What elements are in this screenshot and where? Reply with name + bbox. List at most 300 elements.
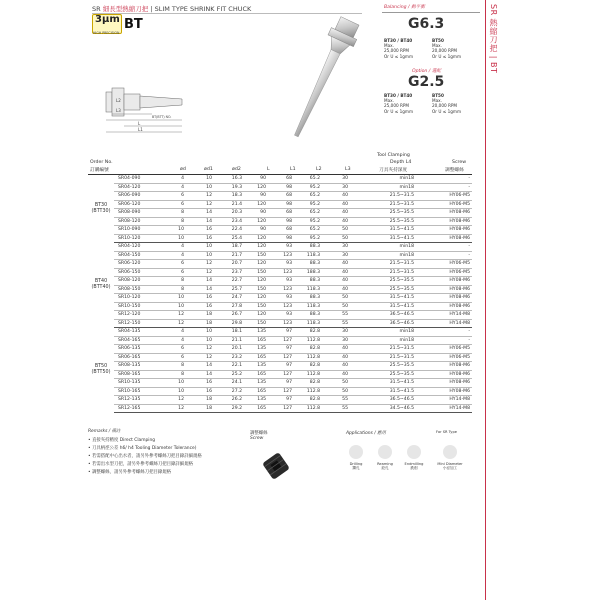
- col-l: L: [267, 167, 270, 172]
- table-cell: 40: [322, 209, 350, 218]
- table-cell: 68: [268, 175, 294, 183]
- group-name: BT30: [94, 202, 108, 208]
- table-cell: 112.8: [294, 353, 322, 362]
- table-cell: SR06-135: [114, 345, 158, 354]
- table-cell: 18: [186, 311, 214, 320]
- dimension-drawing: [92, 84, 192, 134]
- option-grade: G2.5: [408, 74, 445, 90]
- table-cell: 8: [158, 217, 186, 226]
- table-cell: 88.3: [294, 294, 322, 303]
- table-cell: 18.3: [214, 192, 244, 201]
- table-cell: 40: [322, 217, 350, 226]
- table-cell: 12: [186, 260, 214, 269]
- applications-title: Applications / 應用: [346, 431, 386, 436]
- table-cell: SR10-150: [114, 302, 158, 311]
- table-cell: 112.8: [294, 336, 322, 345]
- table-cell: 12: [158, 396, 186, 405]
- table-row: [88, 311, 472, 320]
- table-cell: 97: [268, 362, 294, 371]
- table-cell: 21.5~31.5: [350, 260, 416, 269]
- balancing-left-max: Max.: [384, 43, 394, 49]
- table-cell: 10: [158, 226, 186, 235]
- table-cell: 23.7: [214, 268, 244, 277]
- table-row: [88, 234, 472, 243]
- balancing-label: Balancing / 動平衡: [384, 5, 425, 10]
- table-cell: 21.5~31.5: [350, 353, 416, 362]
- table-cell: 95.2: [294, 234, 322, 243]
- col-clamp-cn: 刀具夾持深度: [379, 168, 408, 173]
- table-cell: SR08-120: [114, 277, 158, 286]
- table-cell: 21.4: [214, 200, 244, 209]
- table-row: [88, 404, 472, 413]
- table-row: [88, 192, 472, 201]
- table-cell: 40: [322, 268, 350, 277]
- tool-holder-image: [288, 8, 368, 158]
- table-cell: 93: [268, 294, 294, 303]
- table-cell: HY14-M8: [416, 396, 472, 405]
- table-cell: 16: [186, 234, 214, 243]
- table-cell: 25.5~35.5: [350, 362, 416, 371]
- table-cell: 31.5~41.5: [350, 234, 416, 243]
- table-cell: min18: [350, 251, 416, 260]
- table-cell: 25.4: [214, 234, 244, 243]
- precision-badge-value: 3μm: [95, 14, 120, 25]
- table-cell: 40: [322, 370, 350, 379]
- table-cell: 88.3: [294, 243, 322, 252]
- screw-label-cn: 調整螺絲: [250, 431, 268, 436]
- table-cell: 118.3: [294, 251, 322, 260]
- table-cell: 34.5~46.5: [350, 404, 416, 413]
- table-cell: 36.5~46.5: [350, 319, 416, 328]
- table-cell: 22.1: [214, 362, 244, 371]
- table-cell: HY08-M6: [416, 387, 472, 396]
- table-row: [88, 345, 472, 354]
- table-cell: 4: [158, 243, 186, 252]
- table-cell: HY08-M6: [416, 209, 472, 218]
- table-cell: HY08-M6: [416, 370, 472, 379]
- table-cell: -: [416, 175, 472, 183]
- table-cell: 10: [186, 243, 214, 252]
- option-left-tol: Or U ≤ 1gmm: [384, 108, 414, 114]
- table-cell: min18: [350, 328, 416, 337]
- table-cell: 10: [186, 328, 214, 337]
- table-row: [88, 353, 472, 362]
- table-cell: 93: [268, 311, 294, 320]
- table-row: [88, 251, 472, 260]
- table-cell: 127: [268, 353, 294, 362]
- screw-label-en: Screw: [250, 436, 264, 441]
- table-cell: 50: [322, 379, 350, 388]
- table-cell: 97: [268, 345, 294, 354]
- header-title-en: SLIM TYPE SHRINK FIT CHUCK: [154, 5, 252, 13]
- app-endmilling-en: Endmilling: [404, 462, 424, 466]
- table-cell: 118.3: [294, 302, 322, 311]
- header-title-cn: 細長型熱縮刀把: [102, 5, 149, 13]
- table-cell: 135: [244, 379, 268, 388]
- table-cell: SR12-120: [114, 311, 158, 320]
- table-cell: 31.5~41.5: [350, 387, 416, 396]
- table-cell: 150: [244, 319, 268, 328]
- table-cell: SR04-090: [114, 175, 158, 183]
- table-cell: -: [416, 243, 472, 252]
- table-cell: 29.2: [214, 404, 244, 413]
- table-cell: 20.7: [214, 260, 244, 269]
- table-cell: 165: [244, 387, 268, 396]
- table-cell: HY14-M8: [416, 404, 472, 413]
- table-cell: 118.3: [294, 285, 322, 294]
- table-cell: SR08-165: [114, 370, 158, 379]
- mini-diameter-icon: [443, 445, 457, 459]
- app-mini-diameter: [432, 462, 468, 471]
- model-title: BT: [124, 17, 143, 32]
- table-cell: 16.3: [214, 175, 244, 183]
- spec-table: [88, 175, 472, 413]
- table-cell: 24.1: [214, 379, 244, 388]
- table-cell: 12: [186, 353, 214, 362]
- option-right-tol: Or U ≤ 1gmm: [432, 108, 462, 114]
- table-cell: 165: [244, 404, 268, 413]
- col-l3: L3: [345, 167, 351, 172]
- col-d1: ød1: [204, 167, 213, 172]
- group-sub: (BTT50): [91, 370, 111, 375]
- table-cell: 21.5~31.5: [350, 200, 416, 209]
- table-cell: 112.8: [294, 370, 322, 379]
- table-row: [88, 200, 472, 209]
- table-row: [88, 336, 472, 345]
- table-cell: SR06-120: [114, 200, 158, 209]
- table-cell: 8: [158, 285, 186, 294]
- table-cell: -: [416, 251, 472, 260]
- table-cell: 90: [244, 175, 268, 183]
- group-label: [88, 243, 114, 328]
- table-cell: HY08-M6: [416, 302, 472, 311]
- table-cell: 123: [268, 251, 294, 260]
- screw-image: [258, 448, 294, 484]
- table-cell: 120: [244, 200, 268, 209]
- table-cell: SR04-120: [114, 183, 158, 192]
- table-cell: HY08-M6: [416, 277, 472, 286]
- table-cell: SR08-150: [114, 285, 158, 294]
- table-cell: 165: [244, 370, 268, 379]
- table-cell: 18: [186, 396, 214, 405]
- table-cell: 40: [322, 192, 350, 201]
- table-cell: 68: [268, 192, 294, 201]
- remark-item: • 刀具柄徑公差 h6/ h4 Tooling Diameter Tolerance): [88, 446, 197, 451]
- page-header-title: [92, 4, 251, 13]
- table-cell: 90: [244, 226, 268, 235]
- table-cell: 10: [158, 379, 186, 388]
- table-cell: 14: [186, 285, 214, 294]
- option-label: Option / 選配: [412, 69, 441, 74]
- table-cell: 88.3: [294, 260, 322, 269]
- table-cell: HY08-M6: [416, 362, 472, 371]
- table-cell: 120: [244, 234, 268, 243]
- col-d2: ød2: [232, 167, 241, 172]
- header-divider: |: [150, 5, 155, 13]
- table-row: [88, 183, 472, 192]
- table-row: [88, 175, 472, 183]
- table-cell: 127: [268, 404, 294, 413]
- app-drilling-cn: 鑽孔: [352, 466, 360, 470]
- table-cell: SR06-120: [114, 260, 158, 269]
- table-cell: 27.8: [214, 302, 244, 311]
- table-cell: 30: [322, 175, 350, 183]
- remarks-title: Remarks / 備註: [88, 429, 121, 434]
- precision-badge-caption: HIGH PRECISION: [93, 31, 120, 35]
- table-cell: 12: [186, 200, 214, 209]
- balancing-grade: G6.3: [408, 16, 445, 32]
- table-cell: SR04-120: [114, 243, 158, 252]
- table-cell: 30: [322, 251, 350, 260]
- app-drilling: [340, 462, 372, 471]
- table-cell: 150: [244, 251, 268, 260]
- table-cell: SR10-090: [114, 226, 158, 235]
- table-cell: 93: [268, 277, 294, 286]
- drawing-label-bt: BT(BTT) NO.: [152, 115, 172, 119]
- table-cell: 10: [158, 234, 186, 243]
- table-cell: 97: [268, 328, 294, 337]
- table-cell: 4: [158, 183, 186, 192]
- table-cell: SR04-150: [114, 251, 158, 260]
- table-cell: 12: [158, 404, 186, 413]
- table-cell: 30: [322, 243, 350, 252]
- table-cell: 21.1: [214, 336, 244, 345]
- table-row: [88, 328, 472, 337]
- table-cell: 127: [268, 387, 294, 396]
- table-cell: 25.5~35.5: [350, 217, 416, 226]
- table-cell: min18: [350, 336, 416, 345]
- table-cell: 19.3: [214, 183, 244, 192]
- table-cell: 4: [158, 328, 186, 337]
- col-screw-cn: 調整螺絲: [445, 168, 464, 173]
- table-cell: HY06-M5: [416, 200, 472, 209]
- table-cell: 14: [186, 370, 214, 379]
- table-row: [88, 268, 472, 277]
- table-cell: 4: [158, 175, 186, 183]
- table-cell: SR10-120: [114, 294, 158, 303]
- col-l1: L1: [290, 167, 296, 172]
- table-cell: 31.5~41.5: [350, 302, 416, 311]
- table-cell: 20.1: [214, 345, 244, 354]
- table-cell: 88.3: [294, 277, 322, 286]
- table-cell: 16: [186, 302, 214, 311]
- drawing-label-l: L: [138, 121, 141, 126]
- table-cell: HY08-M6: [416, 379, 472, 388]
- table-cell: 98: [268, 200, 294, 209]
- balancing-rule: [382, 12, 480, 13]
- table-cell: SR10-135: [114, 379, 158, 388]
- table-cell: 6: [158, 260, 186, 269]
- table-cell: SR08-090: [114, 209, 158, 218]
- table-cell: SR12-165: [114, 404, 158, 413]
- table-cell: 90: [244, 209, 268, 218]
- table-cell: SR06-090: [114, 192, 158, 201]
- balancing-right-rpm: 20,000 RPM: [432, 48, 458, 54]
- table-cell: 40: [322, 345, 350, 354]
- table-cell: 123: [268, 268, 294, 277]
- table-cell: 123: [268, 302, 294, 311]
- table-cell: 10: [158, 294, 186, 303]
- table-cell: 40: [322, 200, 350, 209]
- col-clamp-depth: Depth L4: [390, 160, 412, 165]
- app-drilling-en: Drilling: [349, 462, 363, 466]
- table-cell: 40: [322, 362, 350, 371]
- drawing-label-l3: L3: [116, 108, 121, 113]
- table-cell: 123: [268, 285, 294, 294]
- table-cell: 68: [268, 209, 294, 218]
- table-cell: 98: [268, 183, 294, 192]
- table-cell: 6: [158, 345, 186, 354]
- table-row: [88, 362, 472, 371]
- table-cell: 18.1: [214, 328, 244, 337]
- table-cell: 12: [186, 268, 214, 277]
- col-clamp: Tool Clamping: [377, 153, 410, 158]
- table-cell: 23.2: [214, 353, 244, 362]
- table-cell: 10: [186, 251, 214, 260]
- table-cell: 98: [268, 234, 294, 243]
- table-cell: 127: [268, 336, 294, 345]
- table-cell: 55: [322, 311, 350, 320]
- table-cell: 120: [244, 260, 268, 269]
- app-mini-diameter-cn: 小徑加工: [442, 466, 458, 470]
- sr-type-title: For SR Type: [436, 430, 457, 434]
- remark-item: • 調整螺絲，請另外參考螺絲刀把目錄規格: [88, 470, 172, 475]
- table-cell: 150: [244, 285, 268, 294]
- table-cell: 95.2: [294, 200, 322, 209]
- drawing-label-l1: L1: [138, 127, 143, 132]
- table-cell: 30: [322, 183, 350, 192]
- table-cell: 82.8: [294, 396, 322, 405]
- table-cell: HY06-M5: [416, 268, 472, 277]
- table-cell: 8: [158, 277, 186, 286]
- table-cell: 127: [268, 370, 294, 379]
- reaming-icon: [378, 445, 392, 459]
- app-reaming-cn: 鉸孔: [381, 466, 389, 470]
- table-cell: 120: [244, 294, 268, 303]
- table-cell: 50: [322, 302, 350, 311]
- table-cell: SR04-135: [114, 328, 158, 337]
- table-row: [88, 260, 472, 269]
- table-cell: 150: [244, 268, 268, 277]
- table-cell: HY14-M8: [416, 319, 472, 328]
- table-cell: SR06-165: [114, 353, 158, 362]
- table-cell: 18: [186, 404, 214, 413]
- table-cell: 14: [186, 209, 214, 218]
- table-cell: 25.5~35.5: [350, 285, 416, 294]
- table-cell: HY08-M6: [416, 226, 472, 235]
- table-cell: 16: [186, 226, 214, 235]
- table-cell: 135: [244, 396, 268, 405]
- table-cell: 82.8: [294, 379, 322, 388]
- table-cell: 95.2: [294, 183, 322, 192]
- table-cell: 16: [186, 387, 214, 396]
- table-cell: 120: [244, 217, 268, 226]
- table-row: [88, 379, 472, 388]
- table-cell: 12: [158, 319, 186, 328]
- balancing-left-model: BT30 / BT40: [384, 38, 413, 43]
- table-row: [88, 277, 472, 286]
- table-cell: 25.5~35.5: [350, 209, 416, 218]
- app-reaming-en: Reaming: [377, 462, 393, 466]
- table-cell: HY08-M6: [416, 294, 472, 303]
- table-cell: min18: [350, 183, 416, 192]
- table-cell: 82.8: [294, 345, 322, 354]
- header-prefix: SR: [92, 5, 101, 13]
- table-cell: -: [416, 328, 472, 337]
- remark-item: • 若需出水型刀把，請另外參考螺絲刀把目錄詳細規格: [88, 462, 193, 467]
- table-cell: 120: [244, 277, 268, 286]
- table-row: [88, 294, 472, 303]
- table-cell: 21.5~31.5: [350, 192, 416, 201]
- group-label: [88, 175, 114, 243]
- table-cell: 82.8: [294, 362, 322, 371]
- table-cell: 21.5~31.5: [350, 345, 416, 354]
- table-cell: 118.3: [294, 319, 322, 328]
- option-right-model: BT50: [432, 93, 444, 98]
- table-cell: 24.7: [214, 294, 244, 303]
- table-cell: 50: [322, 294, 350, 303]
- option-left-rpm: 25,000 RPM: [384, 103, 410, 109]
- table-cell: 8: [158, 209, 186, 218]
- table-cell: HY06-M5: [416, 345, 472, 354]
- table-cell: 30: [322, 336, 350, 345]
- table-cell: 55: [322, 396, 350, 405]
- table-cell: 120: [244, 183, 268, 192]
- table-cell: 31.5~41.5: [350, 294, 416, 303]
- table-cell: 90: [244, 192, 268, 201]
- table-cell: 14: [186, 217, 214, 226]
- table-cell: 40: [322, 285, 350, 294]
- side-rule: [485, 0, 486, 600]
- remark-item: • 若需搭配中心出水者，請另外參考螺絲刀把目錄詳細規格: [88, 454, 202, 459]
- group-name: BT40: [94, 279, 108, 284]
- table-cell: 50: [322, 234, 350, 243]
- table-cell: 31.5~41.5: [350, 379, 416, 388]
- table-cell: SR10-165: [114, 387, 158, 396]
- balancing-right-max: Max.: [432, 43, 442, 49]
- col-screw: Screw: [452, 160, 467, 165]
- table-cell: 36.5~46.5: [350, 311, 416, 320]
- app-reaming: [369, 462, 401, 471]
- table-cell: 36.5~46.5: [350, 396, 416, 405]
- table-cell: 4: [158, 251, 186, 260]
- option-left-spec: [384, 93, 413, 114]
- table-cell: 16: [186, 379, 214, 388]
- table-cell: 4: [158, 336, 186, 345]
- table-cell: 88.3: [294, 311, 322, 320]
- table-cell: 26.2: [214, 396, 244, 405]
- table-cell: 12: [158, 311, 186, 320]
- table-cell: 25.5~35.5: [350, 370, 416, 379]
- table-cell: -: [416, 336, 472, 345]
- table-cell: 22.7: [214, 277, 244, 286]
- table-row: [88, 396, 472, 405]
- app-endmilling-cn: 銑削: [410, 466, 418, 470]
- table-cell: 22.4: [214, 226, 244, 235]
- table-cell: SR10-120: [114, 234, 158, 243]
- table-row: [88, 243, 472, 252]
- table-cell: HY14-M8: [416, 311, 472, 320]
- table-cell: 18: [186, 319, 214, 328]
- table-cell: 188.3: [294, 268, 322, 277]
- table-cell: 30: [322, 328, 350, 337]
- table-cell: 26.7: [214, 311, 244, 320]
- table-cell: 135: [244, 362, 268, 371]
- table-cell: 14: [186, 277, 214, 286]
- table-row: [88, 387, 472, 396]
- table-cell: 40: [322, 260, 350, 269]
- app-endmilling: [398, 462, 430, 471]
